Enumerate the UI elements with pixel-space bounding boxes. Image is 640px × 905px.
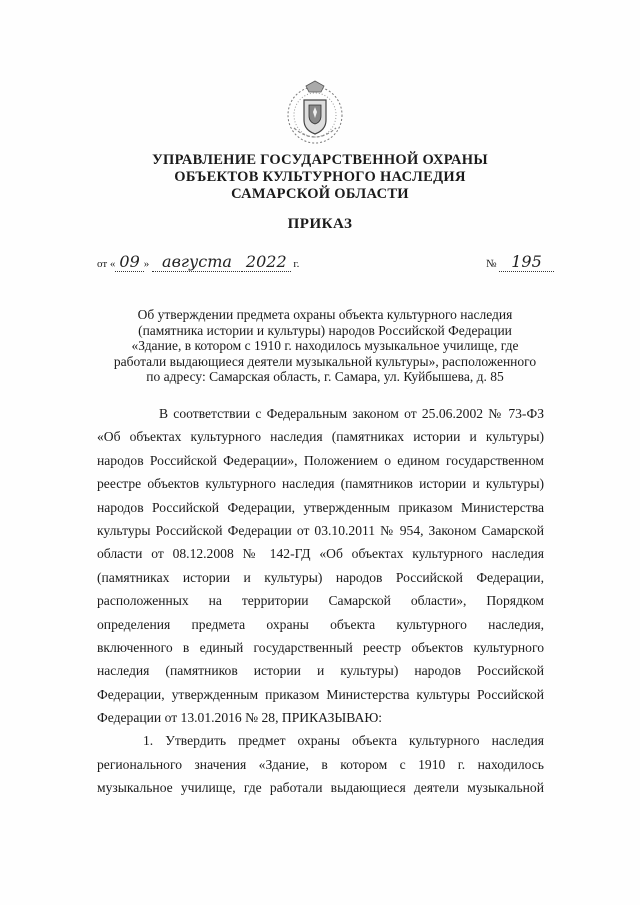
body-line: народов Российской Федерации, утвержденным приказом Министерства	[97, 499, 544, 515]
body-line: 1. Утвердить предмет охраны объекта культурного наследия	[143, 733, 544, 749]
number-prefix: №	[486, 258, 497, 270]
body-line: (памятниках истории и культуры) народов Российской Федерации,	[97, 569, 544, 585]
body-line: наследия (памятников истории и культуры) народов Российской	[97, 663, 544, 679]
document-type: ПРИКАЗ	[287, 216, 353, 232]
agency-line: УПРАВЛЕНИЕ ГОСУДАРСТВЕННОЙ ОХРАНЫ	[152, 152, 488, 168]
date-prefix: от «	[97, 258, 116, 270]
body-line: «Об объектах культурного наследия (памятниках истории и культуры)	[97, 429, 544, 445]
body-line: Федерации, утвержденным приказом Министерства культуры Российской	[97, 686, 544, 702]
agency-line: САМАРСКОЙ ОБЛАСТИ	[231, 186, 409, 202]
coat-of-arms-icon	[286, 80, 344, 146]
date-month: августа	[152, 252, 242, 272]
body-line: музыкальное училище, где работали выдающиеся деятели музыкальной	[97, 780, 544, 796]
body-line: культуры Российской Федерации от 03.10.2011 № 954, Законом Самарской	[97, 522, 544, 538]
body-line: определения предмета охраны объекта культурного наследия,	[97, 616, 544, 632]
date-mid: »	[143, 258, 150, 270]
subject-line: по адресу: Самарская область, г. Самара, ул. Куйбышева, д. 85	[146, 369, 504, 385]
date-day: 09	[115, 252, 143, 272]
subject-line: работали выдающиеся деятели музыкальной культуры», расположенного	[113, 353, 537, 369]
agency-line: ОБЪЕКТОВ КУЛЬТУРНОГО НАСЛЕДИЯ	[174, 169, 466, 185]
body-line: включенного в единый государственный реестр объектов культурного	[97, 639, 544, 655]
body-line: народов Российской Федерации», Положением о едином государственном	[97, 452, 544, 468]
subject-line: (памятника истории и культуры) народов Российской Федерации	[138, 322, 512, 338]
body-line: регионального значения «Здание, в котором с 1910 г. находилось	[97, 756, 544, 772]
subject-line: «Здание, в котором с 1910 г. находилось музыкальное училище, где	[131, 338, 519, 354]
order-number	[486, 252, 554, 271]
date-year: 2022	[242, 252, 291, 272]
date-suffix: г.	[290, 258, 300, 270]
body-line: В соответствии с Федеральным законом от 25.06.2002 № 73-ФЗ	[159, 406, 544, 421]
agency-name	[0, 152, 640, 203]
body-line: расположенных на территории Самарской области», Порядком	[97, 593, 544, 609]
number-value: 195	[499, 252, 554, 272]
body-line: области от 08.12.2008 № 142-ГД «Об объектах культурного наследия	[97, 546, 544, 562]
body-line: Федерации от 13.01.2016 № 28, ПРИКАЗЫВАЮ:	[97, 710, 383, 726]
order-date	[97, 252, 299, 271]
body-line: реестре объектов культурного наследия (памятников истории и культуры)	[97, 476, 544, 492]
order-subject	[108, 307, 542, 385]
order-body	[97, 402, 544, 800]
subject-line: Об утверждении предмета охраны объекта культурного наследия	[137, 307, 513, 322]
